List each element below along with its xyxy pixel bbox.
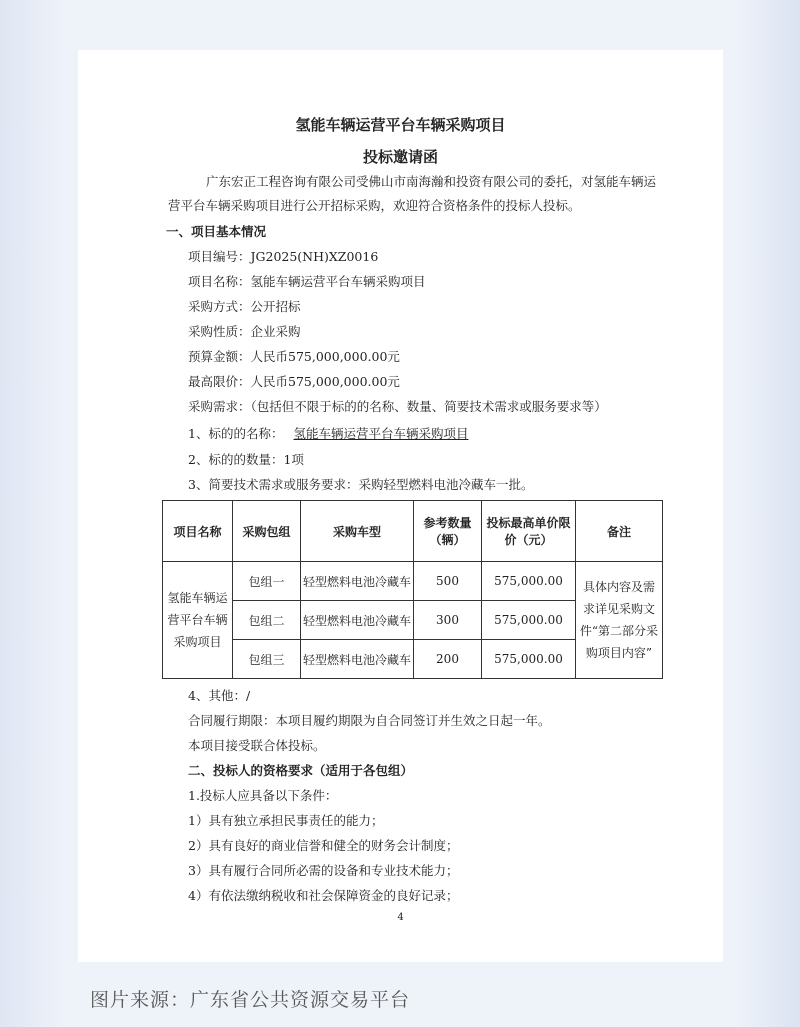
cell-group: 包组一 bbox=[233, 562, 301, 601]
header-quantity: 参考数量（辆） bbox=[414, 501, 482, 562]
cell-price: 575,000.00 bbox=[482, 640, 576, 679]
purchase-requirement: 采购需求：（包括但不限于标的的名称、数量、简要技术需求或服务要求等） bbox=[188, 399, 607, 414]
subject-name-label: 1、标的的名称： bbox=[188, 426, 284, 441]
document-title: 氢能车辆运营平台车辆采购项目 bbox=[295, 116, 506, 134]
contract-period: 合同履行期限：本项目履约期限为自合同签订并生效之日起一年。 bbox=[188, 713, 551, 728]
header-model: 采购车型 bbox=[301, 501, 414, 562]
budget-amount: 预算金额：人民币575,000,000.00元 bbox=[188, 349, 400, 364]
section-heading-2: 二、投标人的资格要求（适用于各包组） bbox=[188, 763, 414, 778]
cell-group: 包组三 bbox=[233, 640, 301, 679]
purchase-nature: 采购性质：企业采购 bbox=[188, 324, 301, 339]
cell-project-name: 氢能车辆运营平台车辆采购项目 bbox=[163, 562, 233, 679]
procurement-table bbox=[162, 500, 663, 679]
cell-price: 575,000.00 bbox=[482, 601, 576, 640]
other-info: 4、其他：/ bbox=[188, 688, 251, 703]
document-page bbox=[78, 50, 723, 962]
requirement-1-3: 3）具有履行合同所必需的设备和专业技术能力； bbox=[188, 863, 459, 878]
cell-price: 575,000.00 bbox=[482, 562, 576, 601]
header-project-name: 项目名称 bbox=[163, 501, 233, 562]
requirement-1: 1.投标人应具备以下条件： bbox=[188, 788, 338, 803]
cell-quantity: 300 bbox=[414, 601, 482, 640]
document-subtitle: 投标邀请函 bbox=[362, 148, 438, 166]
requirement-1-4: 4）有依法缴纳税收和社会保障资金的良好记录； bbox=[188, 888, 459, 903]
project-number: 项目编号：JG2025(NH)XZ0016 bbox=[188, 249, 379, 264]
table-row bbox=[163, 562, 663, 601]
cell-quantity: 500 bbox=[414, 562, 482, 601]
project-name: 项目名称：氢能车辆运营平台车辆采购项目 bbox=[188, 274, 426, 289]
header-price: 投标最高单价限价（元） bbox=[482, 501, 576, 562]
max-price: 最高限价：人民币575,000,000.00元 bbox=[188, 374, 400, 389]
requirement-1-1: 1）具有独立承担民事责任的能力； bbox=[188, 813, 384, 828]
requirement-1-2: 2）具有良好的商业信誉和健全的财务会计制度； bbox=[188, 838, 459, 853]
header-group: 采购包组 bbox=[233, 501, 301, 562]
section-heading-1: 一、项目基本情况 bbox=[166, 224, 267, 239]
cell-group: 包组二 bbox=[233, 601, 301, 640]
page-number: 4 bbox=[397, 912, 404, 923]
subject-name bbox=[188, 424, 468, 442]
purchase-method: 采购方式：公开招标 bbox=[188, 299, 301, 314]
cell-model: 轻型燃料电池冷藏车 bbox=[301, 562, 414, 601]
cell-model: 轻型燃料电池冷藏车 bbox=[301, 640, 414, 679]
tech-requirement: 3、简要技术需求或服务要求：采购轻型燃料电池冷藏车一批。 bbox=[188, 477, 534, 492]
cell-model: 轻型燃料电池冷藏车 bbox=[301, 601, 414, 640]
subject-quantity: 2、标的的数量：1项 bbox=[188, 452, 304, 467]
cell-note: 具体内容及需求详见采购文件“第二部分采购项目内容” bbox=[576, 562, 663, 679]
table-header-row bbox=[163, 501, 663, 562]
image-source-caption: 图片来源：广东省公共资源交易平台 bbox=[90, 989, 411, 1011]
joint-bid: 本项目接受联合体投标。 bbox=[188, 738, 326, 753]
intro-paragraph: 广东宏正工程咨询有限公司受佛山市南海瀚和投资有限公司的委托，对氢能车辆运营平台车辆采购项目进行公开招标采购，欢迎符合资格条件的投标人投标。 bbox=[168, 174, 657, 213]
header-note: 备注 bbox=[576, 501, 663, 562]
subject-name-value: 氢能车辆运营平台车辆采购项目 bbox=[293, 426, 469, 441]
cell-quantity: 200 bbox=[414, 640, 482, 679]
